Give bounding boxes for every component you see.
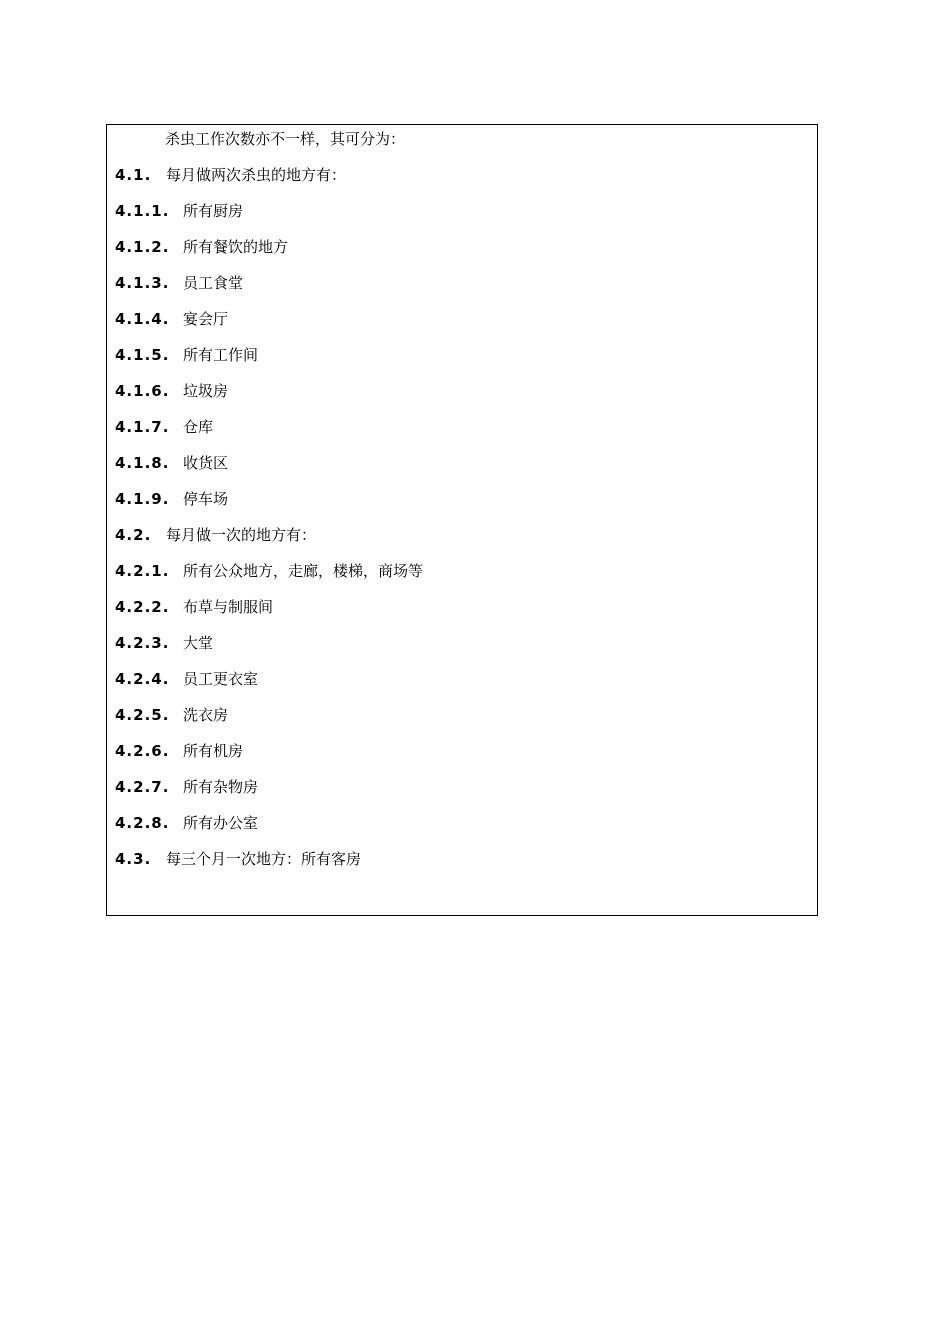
item-text: 宴会厅 [183, 310, 229, 328]
item-text: 所有杂物房 [183, 778, 259, 796]
list-item [115, 165, 346, 185]
item-text: 洗衣房 [183, 706, 229, 724]
list-item [115, 705, 228, 725]
list-item [115, 561, 423, 581]
item-text: 所有工作间 [183, 346, 259, 364]
item-text: 所有办公室 [183, 814, 259, 832]
item-text: 仓库 [183, 418, 214, 436]
list-item [115, 489, 228, 509]
item-number: 4.2.2. [115, 598, 170, 616]
list-item [115, 417, 213, 437]
document-box [106, 124, 818, 916]
list-item [115, 237, 288, 257]
item-text: 员工食堂 [183, 274, 244, 292]
item-number: 4.2.7. [115, 778, 170, 796]
list-item [115, 273, 243, 293]
item-text: 每月做一次的地方有： [166, 526, 317, 544]
item-text: 布草与制服间 [183, 598, 274, 616]
item-number: 4.1.6. [115, 382, 170, 400]
item-number: 4.1.9. [115, 490, 170, 508]
item-text: 所有厨房 [183, 202, 244, 220]
list-item [115, 813, 258, 833]
item-number: 4.2.8. [115, 814, 170, 832]
item-number: 4.2.3. [115, 634, 170, 652]
item-number: 4.1.1. [115, 202, 170, 220]
item-number: 4.2.1. [115, 562, 170, 580]
list-item [115, 633, 213, 653]
item-text: 每三个月一次地方：所有客房 [166, 850, 362, 868]
list-item [115, 345, 258, 365]
item-number: 4.2. [115, 526, 152, 544]
item-number: 4.2.4. [115, 670, 170, 688]
list-item [115, 849, 361, 869]
list-item [115, 777, 258, 797]
list-item [115, 381, 228, 401]
item-text: 垃圾房 [183, 382, 229, 400]
item-number: 4.1.3. [115, 274, 170, 292]
item-text: 所有机房 [183, 742, 244, 760]
list-item [115, 597, 273, 617]
item-text: 收货区 [183, 454, 229, 472]
item-number: 4.1.7. [115, 418, 170, 436]
item-number: 4.1.5. [115, 346, 170, 364]
list-item [115, 201, 243, 221]
list-item [115, 741, 243, 761]
list-item [115, 309, 228, 329]
item-number: 4.1.2. [115, 238, 170, 256]
item-text: 所有餐饮的地方 [183, 238, 289, 256]
item-number: 4.1. [115, 166, 152, 184]
item-text: 大堂 [183, 634, 214, 652]
list-item [115, 525, 316, 545]
item-number: 4.2.6. [115, 742, 170, 760]
item-number: 4.1.4. [115, 310, 170, 328]
intro-text: 杀虫工作次数亦不一样，其可分为： [165, 130, 406, 148]
item-text: 所有公众地方，走廊，楼梯，商场等 [183, 562, 424, 580]
item-text: 每月做两次杀虫的地方有： [166, 166, 347, 184]
item-text: 员工更衣室 [183, 670, 259, 688]
list-item [115, 669, 258, 689]
item-number: 4.2.5. [115, 706, 170, 724]
item-number: 4.1.8. [115, 454, 170, 472]
item-number: 4.3. [115, 850, 152, 868]
item-text: 停车场 [183, 490, 229, 508]
list-item [115, 453, 228, 473]
